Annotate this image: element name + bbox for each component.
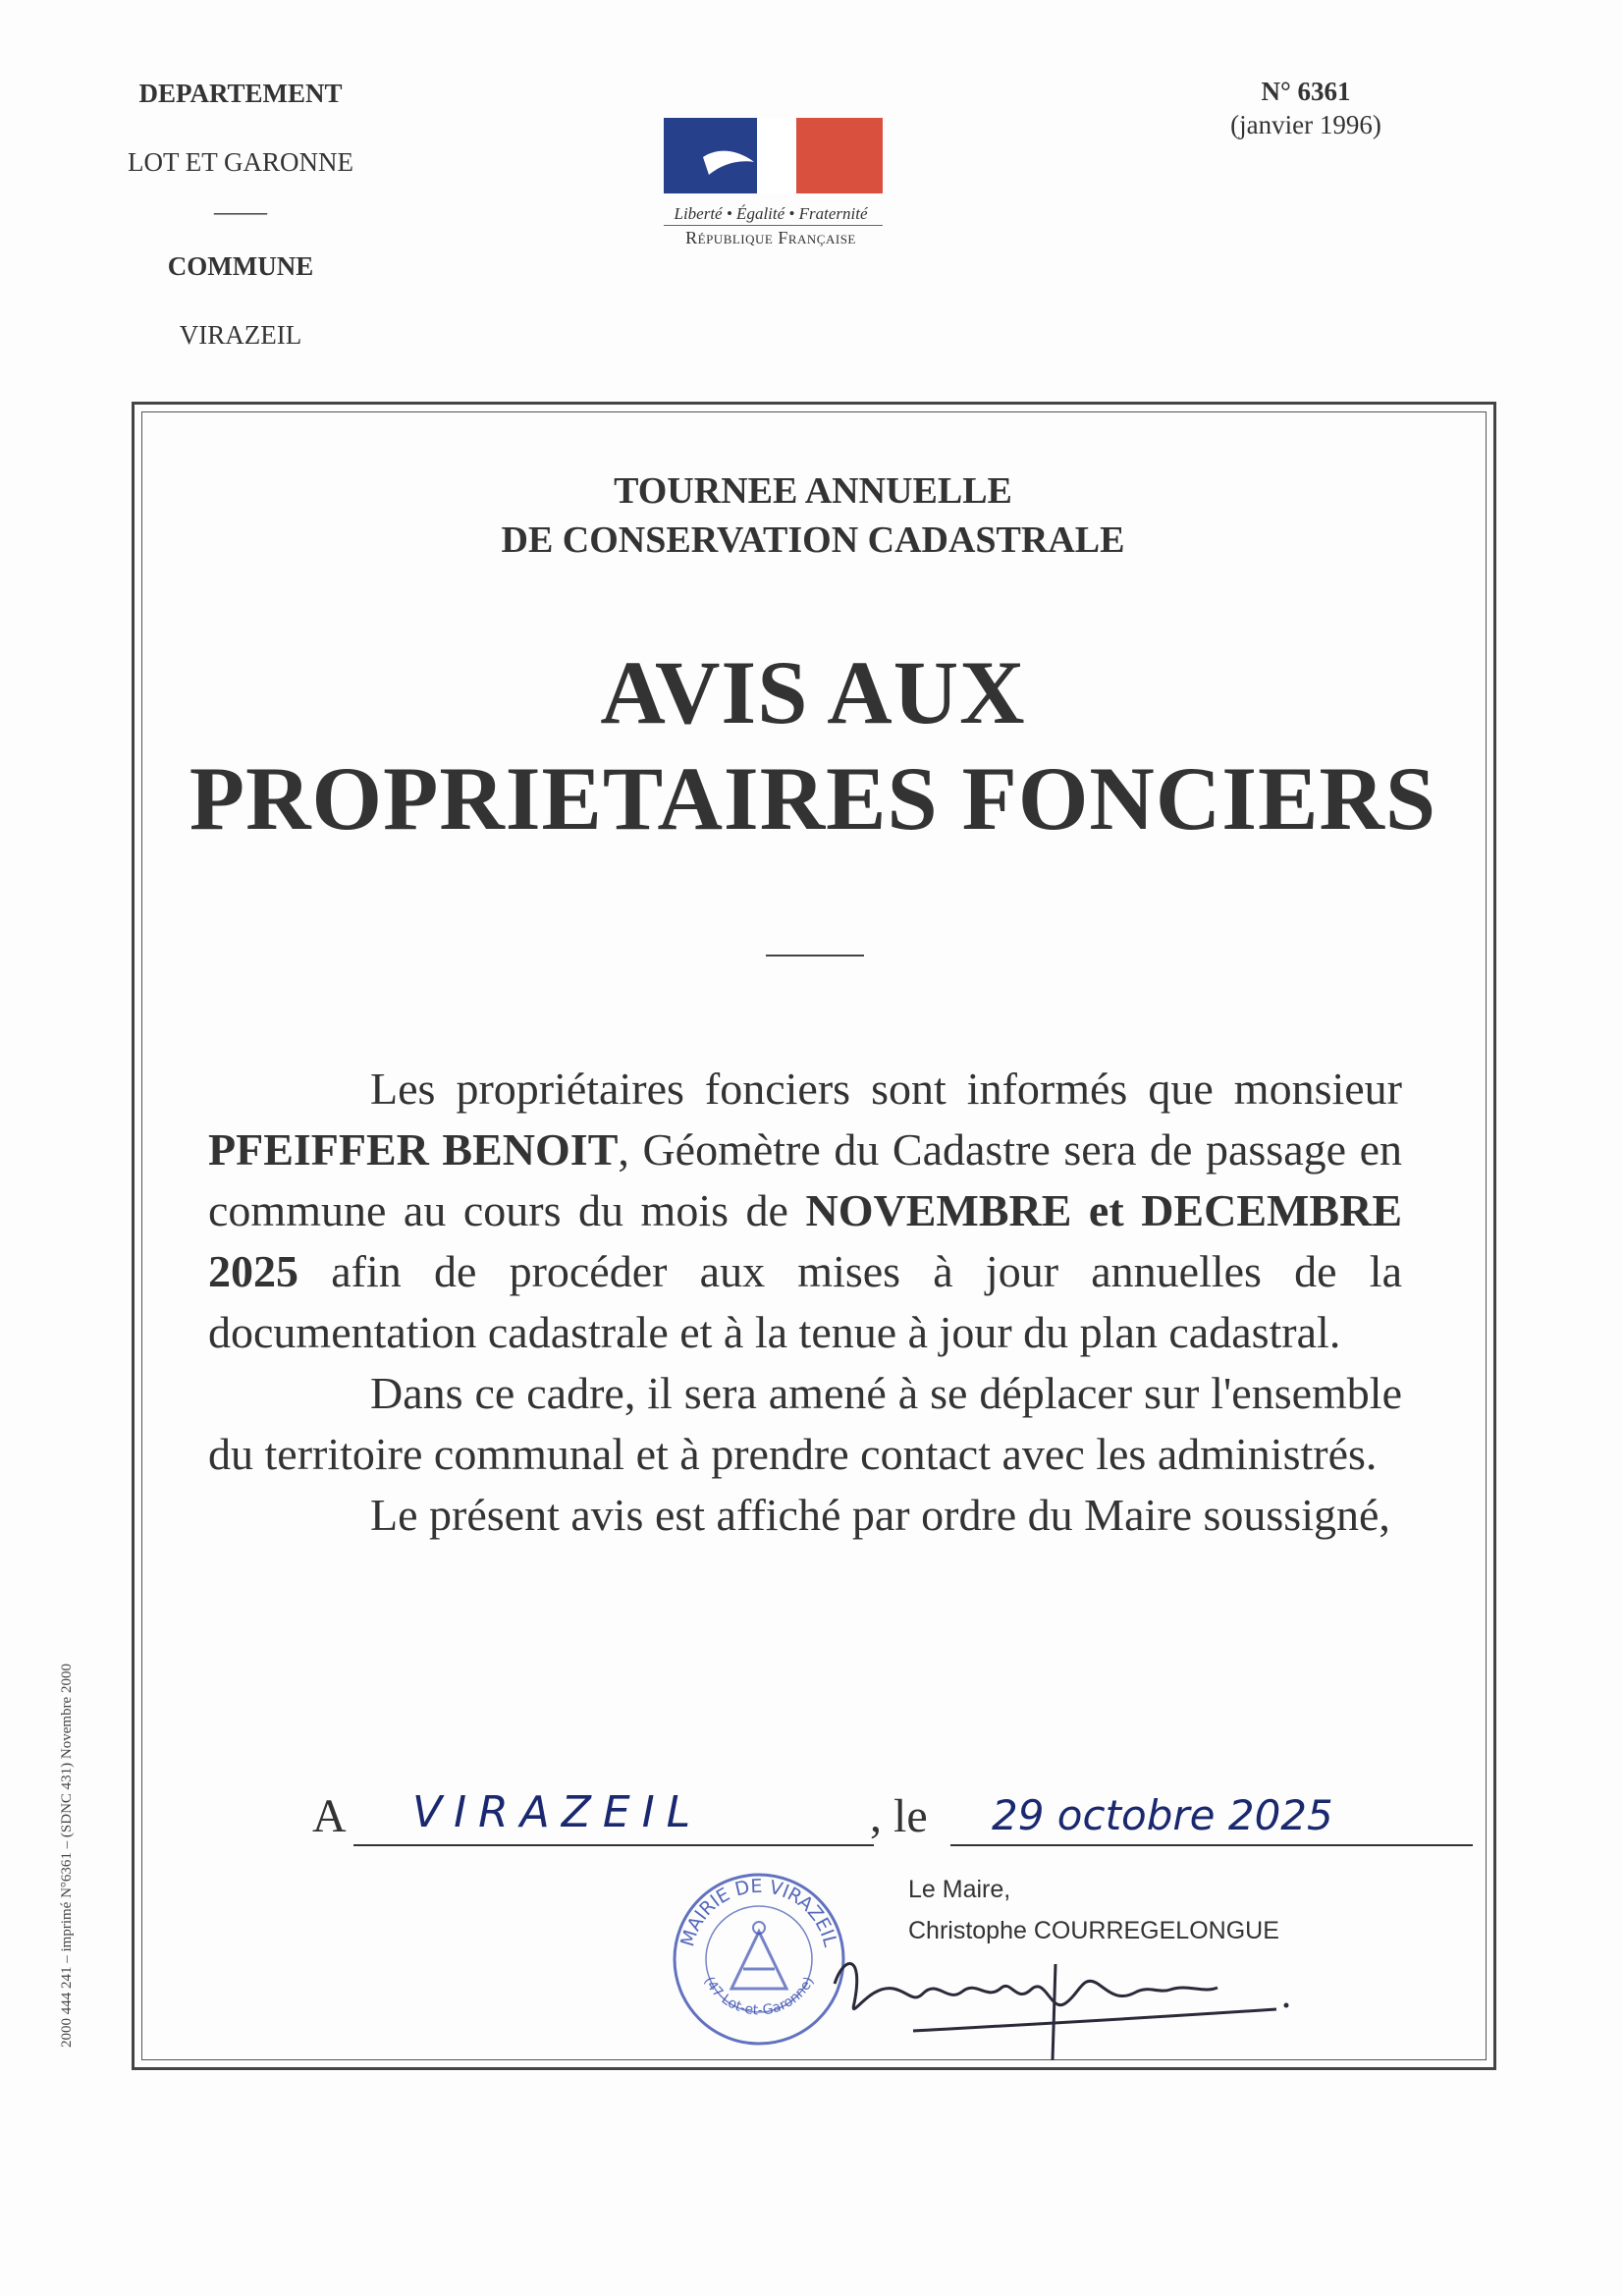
surveyor-name: PFEIFFER BENOIT (208, 1124, 619, 1175)
date-prefix: , le (870, 1790, 928, 1842)
place-prefix: A (312, 1790, 347, 1842)
place-underline (353, 1844, 874, 1846)
svg-text:(47 Lot-et-Garonne) (700, 1974, 817, 2018)
title-line1: AVIS AUX (600, 642, 1026, 742)
date-handwritten: 29 octobre 2025 (992, 1791, 1333, 1839)
paragraph-1 (208, 1059, 1402, 1363)
logo-divider (664, 225, 883, 226)
commune-label: COMMUNE (167, 251, 314, 281)
subtitle-line1: TOURNEE ANNUELLE (614, 470, 1012, 512)
departement-label: DEPARTEMENT (138, 79, 343, 108)
place-handwritten: VIRAZEIL (412, 1787, 703, 1837)
svg-text:MAIRIE DE VIRAZEIL (676, 1876, 841, 1949)
form-number: N° 6361 (1261, 77, 1351, 106)
place-date-row (312, 1789, 347, 1843)
visit-period: NOVEMBRE et DECEMBRE 2025 (208, 1185, 1402, 1296)
mayor-title: Le Maire, (908, 1876, 1011, 1903)
form-date: (janvier 1996) (1230, 110, 1381, 139)
date-underline (950, 1844, 1473, 1846)
paragraph-3: Le présent avis est affiché par ordre du Maire soussigné, (370, 1490, 1390, 1540)
title-separator (766, 955, 864, 957)
side-reference: 2000 444 241 – imprimé N°6361 – (SDNC 431) Novembre 2000 (59, 1664, 75, 2048)
marianne-logo (664, 118, 883, 193)
p1-text-b: , Géomètre du Cadastre sera de passage en commune au cours du mois de (208, 1124, 1402, 1235)
mayor-name: Christophe COURREGELONGUE (908, 1917, 1279, 1944)
p1-text-c: afin de procéder aux mises à jour annuelles de la documentation cadastrale et à la tenue à jour du plan cadastral. (208, 1246, 1402, 1357)
mairie-stamp (671, 1871, 847, 2048)
stamp-bottom-text: (47 Lot-et-Garonne) (700, 1974, 818, 2019)
header-separator: —— (214, 196, 267, 226)
title-line2: PROPRIETAIRES FONCIERS (189, 748, 1437, 848)
logo-red-band (796, 118, 883, 193)
p1-text-a: Les propriétaires fonciers sont informés que monsieur (370, 1064, 1402, 1114)
mayor-signature (825, 1944, 1296, 2072)
subtitle-line2: DE CONSERVATION CADASTRALE (501, 519, 1125, 561)
logo-republique: République Française (685, 228, 856, 247)
notice-body (208, 1059, 1402, 1546)
stamp-top-text: MAIRIE DE VIRAZEIL (676, 1875, 841, 1949)
paragraph-2: Dans ce cadre, il sera amené à se déplacer sur l'ensemble du territoire communal et à prendre contact avec les administrés. (208, 1368, 1402, 1479)
logo-motto: Liberté • Égalité • Fraternité (674, 204, 868, 223)
commune-value: VIRAZEIL (179, 320, 302, 350)
departement-value: LOT ET GARONNE (128, 147, 353, 177)
